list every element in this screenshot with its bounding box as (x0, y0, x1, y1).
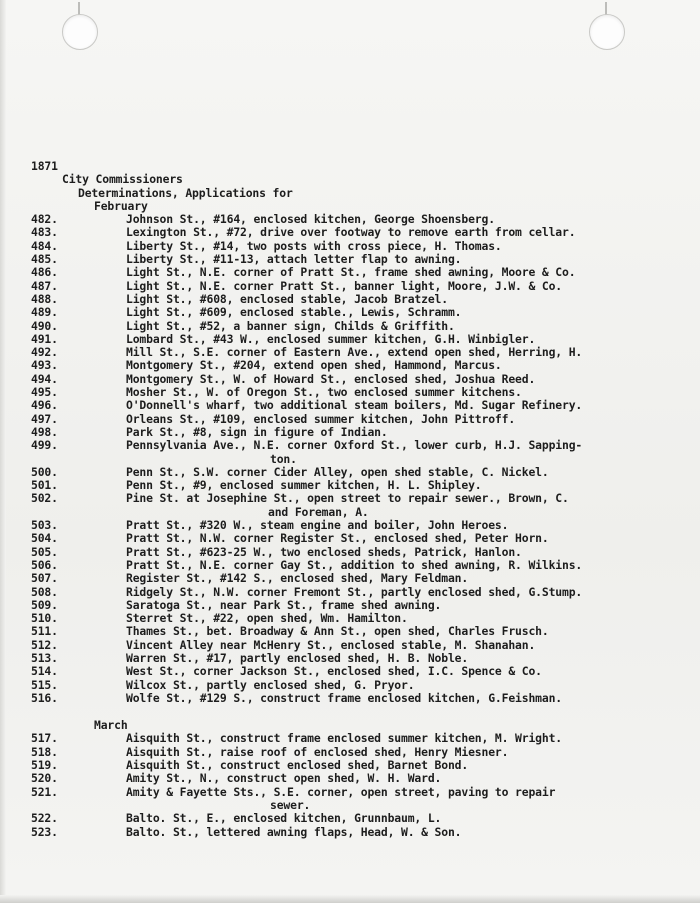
entry-continuation: sewer. (270, 797, 311, 812)
entry-number: 489. (31, 305, 58, 320)
entry-row (0, 625, 700, 638)
entry-text: Warren St., #17, partly enclosed shed, H. B. Noble. (126, 650, 469, 665)
entry-text: Pennsylvania Ave., N.E. corner Oxford St., lower curb, H.J. Sapping- (126, 438, 583, 453)
entry-text: Amity St., N., construct open shed, W. H. Ward. (126, 771, 442, 786)
entry-row (0, 532, 700, 545)
entry-text: Ridgely St., N.W. corner Fremont St., partly enclosed shed, G.Stump. (126, 584, 583, 599)
entry-row (0, 559, 700, 572)
entry-text: Wolfe St., #129 S., construct frame enclosed kitchen, G.Feishman. (126, 690, 563, 705)
entry-row (0, 786, 700, 799)
entry-continuation: ton. (270, 451, 297, 466)
entry-number: 523. (31, 824, 58, 839)
entry-number: 519. (31, 758, 58, 773)
entry-text: Pratt St., #623-25 W., two enclosed sheds, Patrick, Hanlon. (126, 544, 522, 559)
entry-number: 506. (31, 557, 58, 572)
entry-number: 505. (31, 544, 58, 559)
entry-number: 488. (31, 291, 58, 306)
entry-row (0, 519, 700, 532)
entry-text: Lombard St., #43 W., enclosed summer kitchen, G.H. Winbigler. (126, 331, 536, 346)
entry-number: 504. (31, 531, 58, 546)
entry-number: 494. (31, 371, 58, 386)
entry-text: O'Donnell's wharf, two additional steam boilers, Md. Sugar Refinery. (126, 398, 583, 413)
entry-number: 499. (31, 438, 58, 453)
entry-row (0, 599, 700, 612)
entry-text: Aisquith St., construct enclosed shed, Barnet Bond. (126, 758, 469, 773)
entry-number: 496. (31, 398, 58, 413)
entry-text: Montgomery St., W. of Howard St., enclosed shed, Joshua Reed. (126, 371, 536, 386)
entry-row (0, 426, 700, 439)
entry-text: Saratoga St., near Park St., frame shed awning. (126, 597, 442, 612)
entry-row (0, 386, 700, 399)
entry-row (0, 772, 700, 785)
entry-text: Wilcox St., partly enclosed shed, G. Pryor. (126, 677, 415, 692)
entry-row (0, 240, 700, 253)
entry-row (0, 572, 700, 585)
entry-text: Sterret St., #22, open shed, Wm. Hamilton. (126, 611, 408, 626)
entry-row (0, 479, 700, 492)
entry-row (0, 346, 700, 359)
entry-row (0, 439, 700, 452)
entry-text: Liberty St., #11-13, attach letter flap to awning. (126, 252, 462, 267)
entry-number: 485. (31, 252, 58, 267)
entry-number: 491. (31, 331, 58, 346)
entry-row (0, 253, 700, 266)
punch-hole (589, 14, 625, 50)
entry-row (0, 492, 700, 505)
entry-number: 515. (31, 677, 58, 692)
entry-text: Pratt St., #320 W., steam engine and boiler, John Heroes. (126, 518, 509, 533)
entry-text: Mill St., S.E. corner of Eastern Ave., extend open shed, Herring, H. (126, 345, 583, 360)
month-heading: February (94, 198, 148, 213)
entry-number: 513. (31, 650, 58, 665)
entry-number: 495. (31, 385, 58, 400)
entry-row (0, 826, 700, 839)
entry-row (0, 692, 700, 705)
subject-heading: Determinations, Applications for (78, 185, 293, 200)
entry-text: Balto. St., lettered awning flaps, Head, W. & Son. (126, 824, 462, 839)
entry-row (0, 359, 700, 372)
entry-text: Light St., N.E. corner Pratt St., banner light, Moore, J.W. & Co. (126, 278, 563, 293)
entry-row (0, 280, 700, 293)
entry-row (0, 759, 700, 772)
entry-row (0, 226, 700, 239)
entry-number: 507. (31, 571, 58, 586)
entry-number: 511. (31, 624, 58, 639)
entry-number: 514. (31, 664, 58, 679)
entry-number: 510. (31, 611, 58, 626)
entry-text: Johnson St., #164, enclosed kitchen, George Shoensberg. (126, 212, 495, 227)
entry-text: Aisquith St., construct frame enclosed summer kitchen, M. Wright. (126, 731, 563, 746)
entry-text: Aisquith St., raise roof of enclosed shed, Henry Miesner. (126, 744, 509, 759)
entry-number: 492. (31, 345, 58, 360)
entry-text: Light St., N.E. corner of Pratt St., frame shed awning, Moore & Co. (126, 265, 576, 280)
entry-number: 482. (31, 212, 58, 227)
entry-text: Light St., #608, enclosed stable, Jacob Bratzel. (126, 291, 448, 306)
entry-text: Mosher St., W. of Oregon St., two enclosed summer kitchens. (126, 385, 522, 400)
punch-hole (62, 14, 98, 50)
entry-number: 508. (31, 584, 58, 599)
entry-number: 487. (31, 278, 58, 293)
entry-row (0, 466, 700, 479)
entry-text: Liberty St., #14, two posts with cross piece, H. Thomas. (126, 238, 502, 253)
document-year: 1871 (31, 159, 58, 173)
entry-number: 483. (31, 225, 58, 240)
entry-row (0, 320, 700, 333)
entry-number: 520. (31, 771, 58, 786)
entry-row (0, 652, 700, 665)
entry-row (0, 546, 700, 559)
entry-text: Lexington St., #72, drive over footway to remove earth from cellar. (126, 225, 576, 240)
entry-number: 517. (31, 731, 58, 746)
entry-number: 497. (31, 411, 58, 426)
entry-number: 484. (31, 238, 58, 253)
entry-row (0, 812, 700, 825)
entry-number: 490. (31, 318, 58, 333)
section-gap (0, 705, 700, 719)
entry-row (0, 293, 700, 306)
entry-text: Light St., #609, enclosed stable., Lewis, Schramm. (126, 305, 462, 320)
entry-number: 501. (31, 478, 58, 493)
entry-text: Pratt St., N.W. corner Register St., enclosed shed, Peter Horn. (126, 531, 549, 546)
entry-row (0, 306, 700, 319)
office-heading: City Commissioners (62, 172, 183, 187)
entry-number: 503. (31, 518, 58, 533)
entry-number: 512. (31, 637, 58, 652)
entry-number: 502. (31, 491, 58, 506)
entry-number: 516. (31, 690, 58, 705)
entry-sections (0, 200, 700, 839)
entry-number: 498. (31, 424, 58, 439)
entry-text: Register St., #142 S., enclosed shed, Mary Feldman. (126, 571, 469, 586)
entry-text: Pine St. at Josephine St., open street to repair sewer., Brown, C. (126, 491, 569, 506)
entry-text: Vincent Alley near McHenry St., enclosed stable, M. Shanahan. (126, 637, 536, 652)
entry-row (0, 333, 700, 346)
entry-row (0, 213, 700, 226)
entry-text: Montgomery St., #204, extend open shed, Hammond, Marcus. (126, 358, 502, 373)
entry-row (0, 665, 700, 678)
entry-number: 493. (31, 358, 58, 373)
entry-text: Thames St., bet. Broadway & Ann St., open shed, Charles Frusch. (126, 624, 549, 639)
entry-row (0, 679, 700, 692)
entry-number: 486. (31, 265, 58, 280)
entry-row (0, 746, 700, 759)
page-edge (0, 895, 700, 903)
entry-row (0, 399, 700, 412)
entry-row (0, 732, 700, 745)
entry-text: Pratt St., N.E. corner Gay St., addition to shed awning, R. Wilkins. (126, 557, 583, 572)
entry-text: Amity & Fayette Sts., S.E. corner, open street, paving to repair (126, 784, 556, 799)
entry-row (0, 586, 700, 599)
entry-number: 522. (31, 811, 58, 826)
entry-text: Park St., #8, sign in figure of Indian. (126, 424, 388, 439)
month-heading: March (94, 718, 128, 733)
entry-number: 509. (31, 597, 58, 612)
entry-row (0, 266, 700, 279)
entry-number: 518. (31, 744, 58, 759)
entry-row (0, 639, 700, 652)
entry-text: Light St., #52, a banner sign, Childs & Griffith. (126, 318, 455, 333)
entry-continuation: and Foreman, A. (268, 504, 369, 519)
entry-text: West St., corner Jackson St., enclosed shed, I.C. Spence & Co. (126, 664, 542, 679)
entry-text: Orleans St., #109, enclosed summer kitchen, John Pittroff. (126, 411, 516, 426)
entry-row (0, 373, 700, 386)
entry-number: 521. (31, 784, 58, 799)
entry-number: 500. (31, 464, 58, 479)
entry-text: Penn St., #9, enclosed summer kitchen, H. L. Shipley. (126, 478, 482, 493)
entry-text: Balto. St., E., enclosed kitchen, Grunnbaum, L. (126, 811, 442, 826)
entry-row (0, 413, 700, 426)
entry-text: Penn St., S.W. corner Cider Alley, open shed stable, C. Nickel. (126, 464, 549, 479)
document-text (0, 160, 700, 839)
entry-row (0, 612, 700, 625)
